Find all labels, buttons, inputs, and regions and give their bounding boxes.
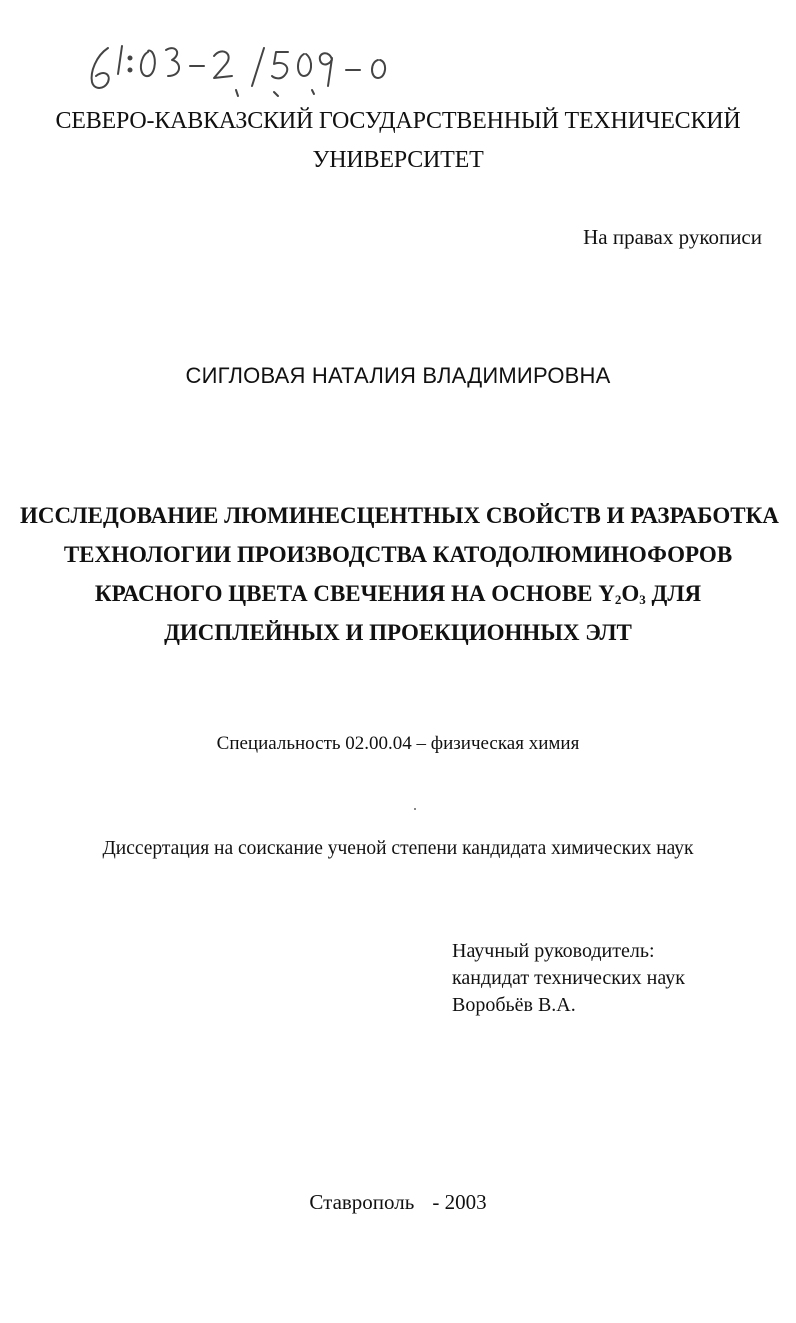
thesis-title-line-1: ИССЛЕДОВАНИЕ ЛЮМИНЕСЦЕНТНЫХ СВОЙСТВ И РАЗРАБОТКА (20, 503, 779, 528)
author-name: СИГЛОВАЯ НАТАЛИЯ ВЛАДИМИРОВНА (185, 363, 611, 388)
manuscript-rights-note: На правах рукописи (583, 225, 762, 249)
university-name-line-2: УНИВЕРСИТЕТ (312, 147, 484, 173)
year: 2003 (444, 1190, 487, 1214)
formula-y-subscript: 2 (614, 592, 622, 607)
handwritten-archive-mark (78, 30, 498, 120)
university-name-line-1: СЕВЕРО-КАВКАЗСКИЙ ГОСУДАРСТВЕННЫЙ ТЕХНИЧЕСКИЙ (55, 108, 741, 134)
scan-speck (414, 808, 416, 810)
supervisor-label: Научный руководитель: (452, 940, 655, 962)
place-dash: - (432, 1190, 440, 1214)
title-line-3-suffix: ДЛЯ (645, 581, 702, 606)
handwritten-mark-graphic (78, 30, 498, 120)
city-name: Ставрополь (309, 1190, 415, 1214)
thesis-title-line-4: ДИСПЛЕЙНЫХ И ПРОЕКЦИОННЫХ ЭЛТ (164, 620, 632, 645)
place-and-year (0, 1190, 796, 1215)
supervisor-block (452, 938, 685, 1019)
thesis-title-line-2: ТЕХНОЛОГИИ ПРОИЗВОДСТВА КАТОДОЛЮМИНОФОРОВ (63, 542, 733, 567)
formula-o-subscript: 3 (639, 592, 646, 607)
title-line-3-prefix: КРАСНОГО ЦВЕТА СВЕЧЕНИЯ НА ОСНОВЕ (94, 581, 599, 606)
supervisor-name: Воробьёв В.А. (452, 994, 576, 1016)
formula-o: O (621, 581, 640, 606)
dissertation-degree-line: Диссертация на соискание ученой степени кандидата химических наук (102, 838, 694, 859)
specialty-line: Специальность 02.00.04 – физическая химия (216, 733, 580, 754)
formula-y: Y (598, 581, 615, 606)
supervisor-degree: кандидат технических наук (452, 967, 685, 989)
thesis-title-line-3 (20, 581, 776, 608)
